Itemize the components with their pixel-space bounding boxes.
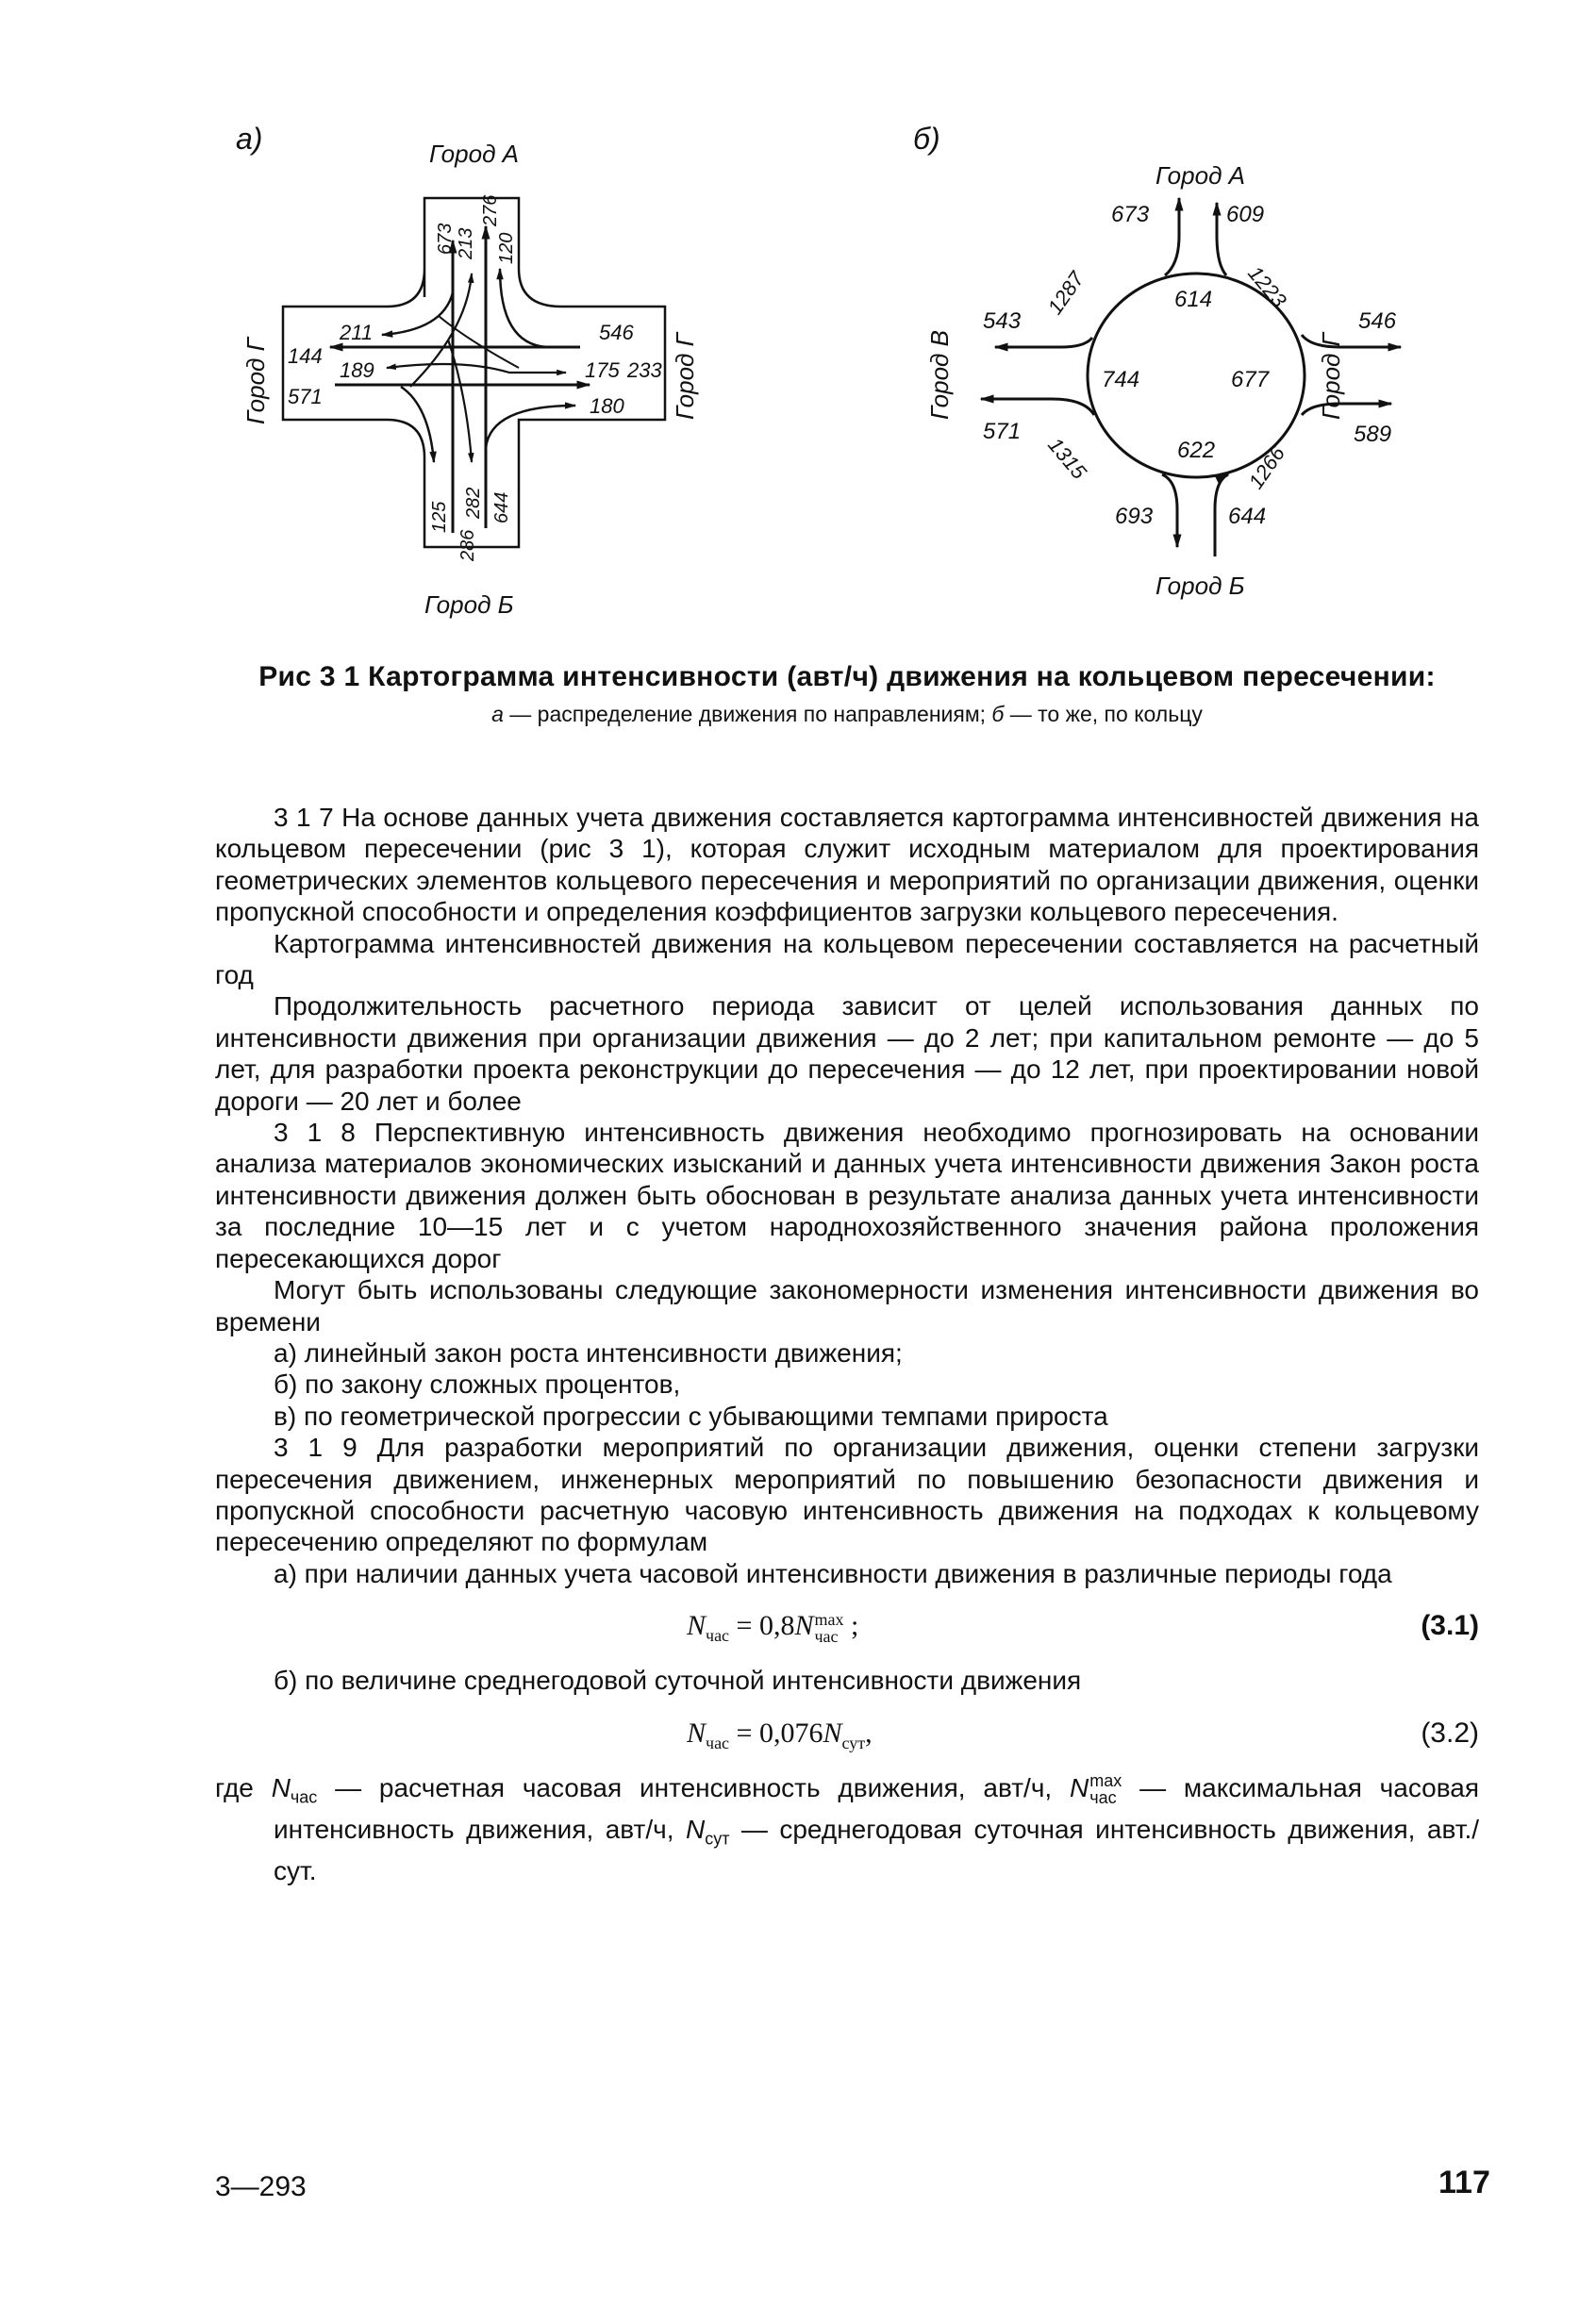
paragraph-case-b: б) по величине среднегодовой суточной интенсивности движения	[274, 1666, 1082, 1696]
flow-value: 644	[1228, 504, 1267, 529]
subscript: сут	[841, 1733, 866, 1752]
city-a-label: Город А	[429, 140, 519, 168]
var-n: N	[794, 1610, 814, 1642]
formula-3-2-number: (3.2)	[1421, 1717, 1479, 1749]
subscript: сут	[705, 1829, 730, 1849]
body-text	[215, 802, 1479, 1886]
subscript: час	[290, 1787, 318, 1807]
flow-value: 546	[1358, 308, 1397, 334]
formula-tail: ;	[843, 1610, 859, 1642]
flow-value: 120	[496, 232, 517, 264]
formula-3-2-expression	[687, 1718, 873, 1759]
flow-value: 571	[983, 419, 1022, 444]
superscript: max	[1089, 1771, 1122, 1791]
subscript: час	[706, 1733, 730, 1752]
caption-a-letter: а	[491, 702, 504, 726]
var-n: N	[271, 1772, 291, 1802]
definition-text: — максимальная часовая интенсивность движения, авт/ч,	[274, 1772, 1480, 1844]
list-item: б) по закону сложных процентов,	[274, 1369, 681, 1400]
flow-value: 693	[1115, 504, 1154, 529]
var-n: N	[823, 1717, 842, 1749]
formula-3-1	[215, 1589, 1479, 1665]
flow-value: 571	[288, 385, 323, 408]
city-g-label-b: Город Г	[1317, 333, 1345, 420]
intersection-flow-diagram	[236, 104, 840, 632]
flow-value: 282	[463, 487, 484, 519]
ring-flow-value: 1315	[1043, 433, 1091, 484]
flow-value: 673	[435, 223, 456, 255]
caption-a-text: — распределение движения по направлениям;	[503, 702, 992, 726]
paragraph-patterns: Могут быть использованы следующие закономерности изменения интенсивности движения во времени	[215, 1275, 1479, 1336]
caption-b-text: — то же, по кольцу	[1004, 702, 1203, 726]
subscript: час	[706, 1626, 730, 1646]
flow-value: 543	[983, 308, 1022, 334]
variable-definitions	[215, 1772, 1479, 1886]
flow-value: 673	[1111, 202, 1150, 227]
printer-signature: 3—293	[215, 2171, 307, 2202]
var-n: N	[687, 1717, 707, 1749]
inner-flow-value: 622	[1177, 438, 1216, 463]
flow-value: 189	[340, 358, 374, 382]
formula-3-1-expression	[687, 1610, 858, 1651]
flow-value: 180	[590, 394, 624, 418]
definition-text: — расчетная часовая интенсивность движения, авт/ч,	[317, 1772, 1071, 1802]
flow-value: 644	[491, 491, 512, 523]
inner-flow-value: 677	[1231, 367, 1270, 392]
var-n: N	[1070, 1772, 1089, 1802]
flow-value: 233	[627, 358, 662, 382]
var-n: N	[685, 1814, 706, 1844]
superscript: max	[814, 1610, 844, 1630]
sup-sub	[1089, 1772, 1122, 1806]
formula-3-2	[215, 1697, 1479, 1772]
flow-value: 211	[340, 321, 374, 344]
paragraph-3-1-7: 3 1 7 На основе данных учета движения составляется картограмма интенсивностей движения на кольцевом пересечении (рис 3 1), которая служит исходным материалом для проектирования геометрических элементов кольцевого пересечения и мероприятий по организации движения, оценки пропускной способности и определения коэффициентов загрузки кольцевого пересечения.	[215, 803, 1479, 927]
var-n: N	[687, 1610, 707, 1642]
inner-flow-value: 614	[1174, 287, 1213, 312]
figure-a-intersection-diagram	[236, 104, 840, 632]
where-lead: где	[215, 1772, 272, 1802]
list-item: а) линейный закон роста интенсивности движения;	[274, 1337, 903, 1368]
figure-b-roundabout-diagram	[896, 104, 1500, 632]
roundabout-flow-diagram	[896, 104, 1500, 632]
ring-flow-value: 1287	[1042, 267, 1089, 319]
city-b-label-b: Город Б	[1155, 572, 1245, 600]
city-g-left-label: Город Г	[241, 338, 270, 424]
subscript: час	[1089, 1788, 1117, 1808]
paragraph-cartogram: Картограмма интенсивностей движения на кольцевом пересечении составляется на расчетный год	[215, 928, 1479, 990]
figure-caption	[215, 660, 1479, 730]
ring-flow-value: 1223	[1243, 261, 1291, 312]
city-b-label: Город Б	[424, 590, 514, 619]
city-a-label-b: Город А	[1155, 161, 1245, 190]
list-item: в) по геометрической прогрессии с убывающими темпами прироста	[274, 1401, 1108, 1431]
inner-flow-value: 744	[1102, 367, 1140, 392]
flow-value: 213	[456, 227, 476, 259]
flow-value: 589	[1354, 422, 1392, 447]
formula-tail: ,	[865, 1717, 873, 1749]
paragraph-3-1-8: 3 1 8 Перспективную интенсивность движения необходимо прогнозировать на основании анализа материалов экономических изысканий и данных учета интенсивности движения Закон роста интенсивности движения должен быть обоснован в результате анализа данных учета интенсивности за последние 10—15 лет и с учетом народнохозяйственного значения района проложения пересекающихся дорог	[215, 1118, 1479, 1273]
city-g-right-label: Город Г	[671, 333, 699, 420]
figure-a-label: а)	[236, 122, 263, 156]
paragraph-3-1-9: 3 1 9 Для разработки мероприятий по организации движения, оценки степени загрузки пересечения движением, инженерных мероприятий по повышению безопасности движения и пропускной способности расчетную часовую интенсивность движения на подходах к кольцевому пересечению определяют по формулам	[215, 1433, 1479, 1557]
page-number: 117	[1438, 2165, 1490, 2200]
figure-b-label: б)	[913, 122, 940, 156]
flow-value: 144	[288, 344, 323, 368]
formula-3-1-number: (3.1)	[1421, 1610, 1479, 1642]
subscript: час	[814, 1627, 839, 1647]
flow-value: 175	[585, 358, 620, 382]
city-v-label: Город В	[925, 330, 954, 420]
sup-sub	[814, 1611, 843, 1645]
flow-value: 546	[599, 321, 634, 344]
flow-value: 276	[480, 194, 501, 226]
equals-coefficient: = 0,8	[729, 1610, 795, 1642]
flow-value: 125	[429, 501, 450, 533]
caption-b-letter: б	[991, 702, 1005, 726]
caption-title: Рис 3 1 Картограмма интенсивности (авт/ч) движения на кольцевом пересечении:	[258, 661, 1436, 692]
flow-value: 609	[1226, 202, 1265, 227]
flow-value: 286	[457, 529, 478, 561]
caption-subtitle	[215, 698, 1479, 730]
definition-text: — среднегодовая суточная интенсивность движения, авт./сут.	[274, 1814, 1479, 1885]
ring-flow-value: 1266	[1243, 441, 1290, 493]
equals-coefficient: = 0,076	[729, 1717, 823, 1749]
paragraph-case-a: а) при наличии данных учета часовой интенсивности движения в различные периоды года	[274, 1558, 1392, 1588]
paragraph-period: Продолжительность расчетного периода зависит от целей использования данных по интенсивности движения при организации движения — до 2 лет; при капитальном ремонте — до 5 лет, для разработки проекта реконструкции до пересечения — до 12 лет, при проектировании новой дороги — 20 лет и более	[215, 991, 1479, 1116]
